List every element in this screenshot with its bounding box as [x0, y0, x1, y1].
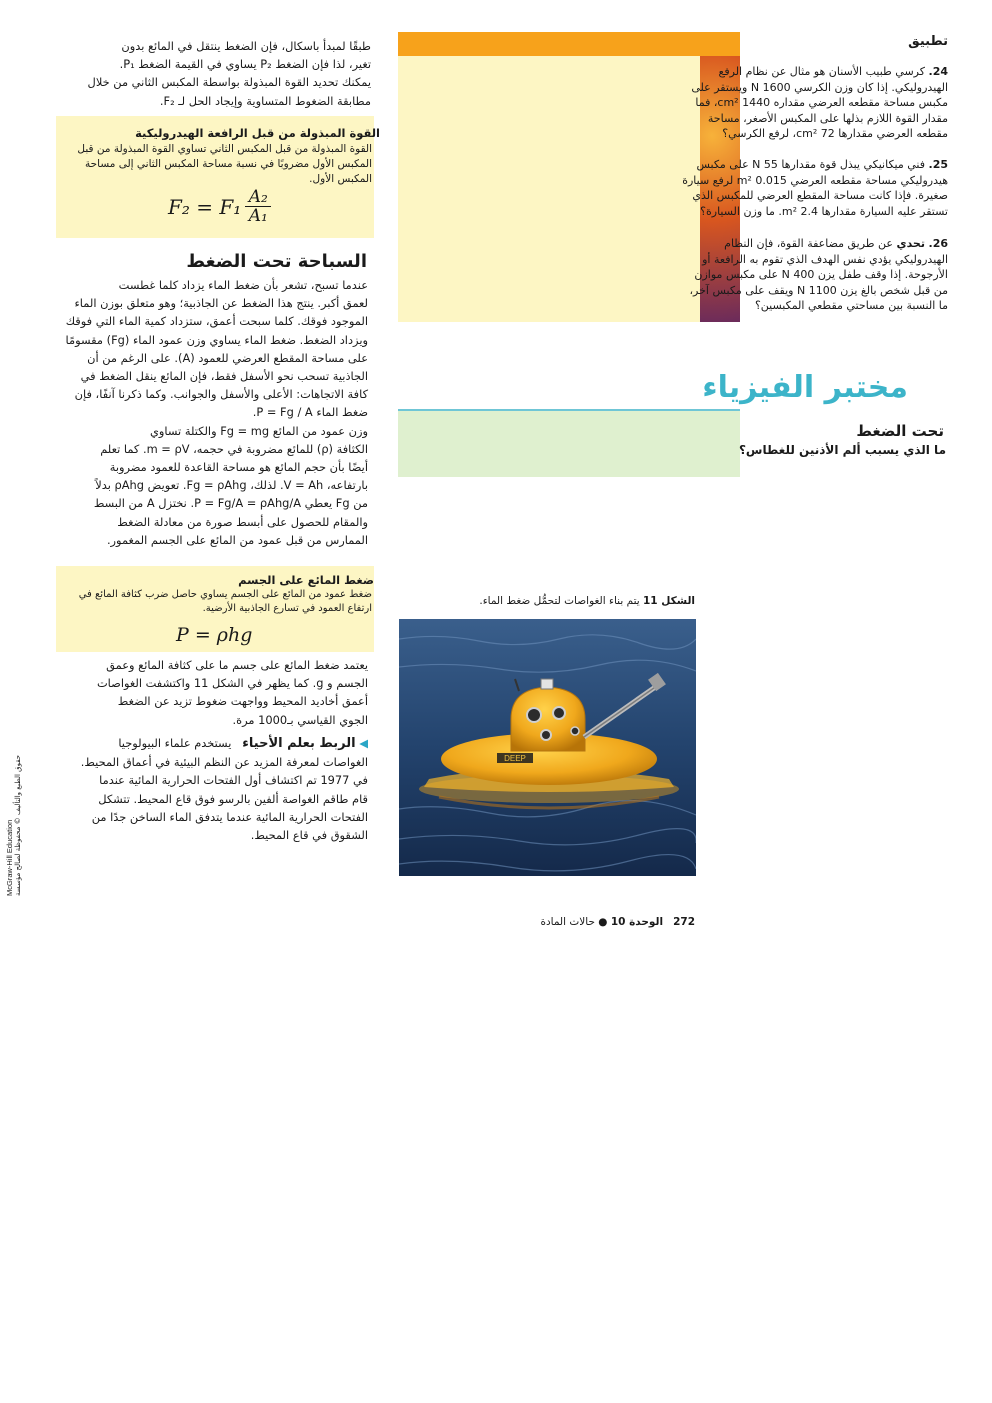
bio-label: الربط بعلم الأحياء: [242, 736, 356, 751]
practice-header-bar: [398, 32, 740, 56]
section-line: ضغط الماء P = Fg / A.: [252, 405, 368, 420]
bio-line: الشقوق في قاع المحيط.: [250, 828, 368, 843]
chapter-label: حالات المادة: [540, 916, 595, 928]
lab-question: ما الذي يسبب ألم الأذنين للغطاس؟: [738, 443, 946, 457]
bio-first-line: [50, 734, 368, 753]
section-line: لعمق أكبر. ينتج هذا الضغط عن الجاذبية؛ وهو متعلق بوزن الماء: [74, 296, 368, 311]
footer-bullet: ●: [598, 916, 608, 928]
intro-line: تغير، لذا فإن الضغط P₂ يساوي في القيمة الضغط P₁.: [119, 57, 371, 72]
practice-problem: [678, 64, 948, 142]
hydraulic-formula: [168, 188, 271, 225]
lab-title: مختبر الفيزياء: [702, 370, 908, 405]
section-line: بارتفاعه، V = Ah. لذلك، Fg = ρAhg. تعويض ρAhg بدلاً: [95, 478, 368, 493]
challenge-label: تحدي: [896, 237, 925, 250]
section-line: الجاذبية تسحب نحو الأسفل فقط، فإن المائع ينقل الضغط في: [80, 369, 368, 384]
section-line: وزن عمود من المائع Fg = mg والكتلة تساوي: [150, 423, 368, 438]
practice-title: تطبيق: [908, 34, 948, 49]
intro-line: مطابقة الضغوط المتساوية وإيجاد الحل لـ F₂.: [159, 93, 371, 108]
problem-text: فني ميكانيكي يبذل قوة مقدارها 55 N على مكبس هيدروليكي مساحة مقطعه العرضي 0.015 m² لرفع سيارة صغيرة. فإذا كانت مساحة المقطع العرضي للمكبس الذي تستقر عليه السيارة مقدارها 2.4 m². ما وزن السيارة؟: [682, 158, 948, 218]
page-number: 272: [673, 916, 695, 928]
intro-line: طبقًا لمبدأ باسكال، فإن الضغط ينتقل في المائع بدون: [121, 39, 371, 53]
section-line: ويزداد الضغط. ضغط الماء يساوي وزن عمود الماء (Fg) مقسومًا: [65, 332, 368, 347]
intro-line: يمكنك تحديد القوة المبذولة بواسطة المكبس الثاني من خلال: [87, 75, 371, 90]
section-line: على مساحة المقطع العرضي للعمود (A). على الرغم من أن: [87, 350, 368, 365]
after-line: أعمق أخاديد المحيط وواجهت ضغوط تزيد عن الضغط: [117, 694, 368, 709]
formula-fraction: [245, 188, 271, 225]
biology-connection: [50, 734, 368, 844]
formula-lhs: F₂ = F₁: [168, 194, 242, 219]
section-line: من Fg يعطي P = Fg/A = ρAhg/A. نختزل A من البسط: [93, 496, 368, 511]
after-line: يعتمد ضغط المائع على جسم ما على كثافة المائع وعمق: [106, 658, 368, 672]
section-heading: السباحة تحت الضغط: [186, 251, 367, 272]
practice-problem: [678, 236, 948, 314]
publisher-brand: McGraw-Hill Education: [5, 819, 14, 896]
intro-paragraph: [53, 37, 371, 110]
lab-box: [398, 411, 740, 477]
after-paragraph: [50, 656, 368, 729]
after-line: الجوي القياسي بـ1000 مرة.: [232, 712, 368, 727]
section-line: أيضًا بأن حجم المائع هو مساحة القاعدة للعمود مضروبة: [109, 460, 368, 475]
problem-number: 25.: [928, 158, 948, 171]
figure-label: الشكل 11: [643, 595, 695, 607]
section-line: كافة الاتجاهات: الأعلى والأسفل والجوانب. وكما ذكرنا آنفًا، فإن: [74, 387, 368, 402]
rights-text: حقوق الطبع والتأليف © محفوظة لصالح مؤسسة: [14, 754, 22, 896]
submarine-decal: DEEP: [504, 754, 526, 763]
section-line: الموجود فوقك. كلما سبحت أعمق، ستزداد كمية الماء التي فوقك: [65, 314, 368, 329]
submarine-photo: [399, 619, 696, 876]
section-paragraph: [50, 276, 368, 549]
bio-line: قام طاقم الغواصة ألفين بالرسو فوق قاع المحيط. تتشكل: [98, 791, 368, 806]
problem-text: كرسي طبيب الأسنان هو مثال عن نظام الرفع الهيدروليكي. إذا كان وزن الكرسي 1600 N ويستقر على مكبس مساحة مقطعه العرضي مقداره 1440 cm²، فما مقدار القوة اللازم بذلها على المكبس الأصغر، مساحة مقطعه العرضي مقدارها 72 cm²، لرفع الكرسي؟: [691, 65, 948, 141]
bio-line: الفتحات الحرارية المائية عندما يتدفق الماء الساخن جدًا من: [91, 809, 368, 824]
figure-caption-text: يتم بناء الغواصات لتحمُّل ضغط الماء.: [479, 595, 640, 607]
copyright-side-text: [4, 646, 22, 896]
key-equation-title: ضغط المائع على الجسم: [238, 573, 374, 587]
unit-label: الوحدة 10: [610, 916, 664, 928]
key-equation-body: ضغط عمود من المائع على الجسم يساوي حاصل ضرب كثافة المائع في ارتفاع العمود في تسارع الجاذبية الأرضية.: [78, 589, 372, 614]
lab-subtitle: تحت الضغط: [856, 422, 944, 440]
formula-numerator: A₂: [248, 187, 268, 207]
after-line: الجسم و g. كما يظهر في الشكل 11 واكتشفت الغواصات: [96, 676, 368, 691]
problem-text: عن طريق مضاعفة القوة، فإن النظام الهيدروليكي يؤدي نفس الهدف الذي تقوم به الرافعة أو الأرجوحة. إذا وقف طفل يزن 400 N على مكبس موازن من قبل شخص بالغ يزن 1100 N ويقف على مكبس آخر، ما النسبة بين مساحتي مقطعي المكبسين؟: [689, 237, 948, 313]
problem-number: 24.: [928, 65, 948, 78]
practice-problem: [678, 157, 948, 219]
bio-line: الغواصات لمعرفة المزيد عن النظم البيئية في أعماق المحيط.: [80, 755, 368, 770]
section-line: عندما تسبح، تشعر بأن ضغط الماء يزداد كلما غطست: [118, 278, 368, 292]
section-line: والمقام للحصول على أبسط صورة من معادلة الضغط: [117, 514, 368, 529]
key-equation-title: القوة المبذولة من قبل الرافعة الهيدروليكية: [135, 126, 380, 140]
section-line: الكثافة (ρ) للمائع مضروبة في حجمه، m = ρV. كما تعلم: [100, 441, 368, 456]
page-footer: [540, 916, 695, 928]
section-line: الممارس من قبل عمود من المائع على الجسم المغمور.: [106, 532, 368, 547]
key-equation-body: القوة المبذولة من قبل المكبس الثاني تساوي القوة المبذولة من قبل المكبس الأول مضروبًا في نسبة مساحة المكبس الثاني إلى مساحة المكبس الأول.: [77, 143, 372, 185]
fluid-pressure-formula: P = ρhg: [176, 624, 253, 646]
figure-caption: [479, 595, 695, 607]
triangle-icon: ◀: [359, 736, 368, 750]
problem-number: 26.: [928, 237, 948, 250]
formula-denominator: A₁: [248, 206, 268, 226]
bio-line: في 1977 تم اكتشاف أول الفتحات الحرارية المائية عندما: [99, 773, 368, 788]
bio-line: يستخدم علماء البيولوجيا: [118, 736, 232, 750]
